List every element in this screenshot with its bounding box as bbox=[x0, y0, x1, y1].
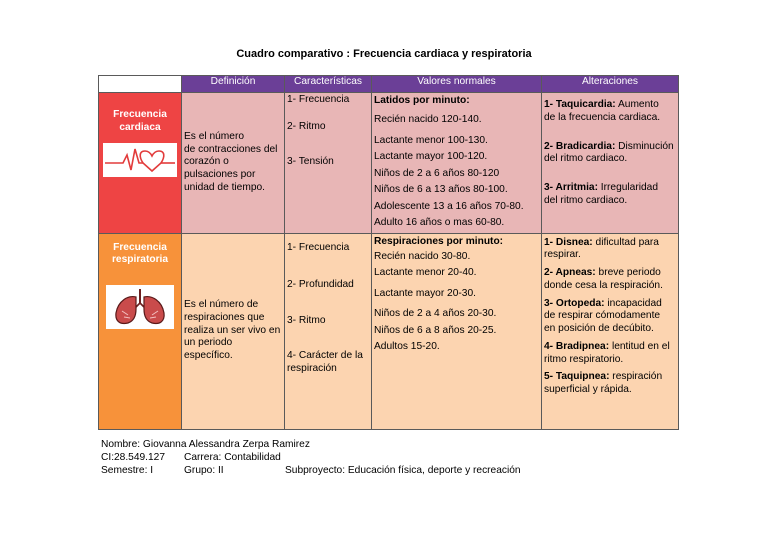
document-title: Cuadro comparativo : Frecuencia cardiaca y respiratoria bbox=[236, 48, 532, 60]
definition-line: de contracciones del bbox=[184, 143, 278, 155]
value-item: Niños de 2 a 4 años 20-30. bbox=[374, 308, 497, 319]
header-definicion: Definición bbox=[182, 76, 285, 93]
value-item: Niños de 6 a 8 años 20-25. bbox=[374, 324, 497, 336]
definition-line: pulsaciones por bbox=[184, 169, 256, 181]
definition-line: un periodo bbox=[184, 337, 233, 349]
value-item: Lactante mayor 20-30. bbox=[374, 287, 476, 299]
alteration-term: 5- Taquipnea: bbox=[544, 371, 610, 383]
student-info bbox=[101, 438, 521, 477]
definition-line: unidad de tiempo. bbox=[184, 181, 265, 193]
student-grupo: Grupo: II bbox=[184, 465, 224, 476]
alteration-desc: de la frecuencia cardiaca. bbox=[544, 111, 661, 123]
header-caracteristicas: Características bbox=[285, 76, 372, 93]
student-info-row bbox=[101, 451, 521, 464]
student-carrera: Carrera: Contabilidad bbox=[184, 452, 281, 463]
alteration-item bbox=[544, 141, 676, 167]
characteristics-cell-cardiaca bbox=[285, 93, 372, 234]
value-item: Lactante menor 100-130. bbox=[374, 134, 488, 146]
row-label-line: respiratoria bbox=[111, 254, 169, 266]
value-item: Niños de 2 a 6 años 80-120 bbox=[374, 167, 500, 179]
alteration-desc: Aumento bbox=[615, 99, 659, 110]
header-alteraciones: Alteraciones bbox=[542, 76, 679, 93]
alteration-term: 1- Disnea: bbox=[544, 236, 593, 248]
alteration-desc: respiración bbox=[609, 371, 663, 383]
alteration-desc: en posición de decúbito. bbox=[544, 323, 654, 334]
row-frecuencia-cardiaca bbox=[99, 93, 679, 234]
alterations-cell-respiratoria bbox=[542, 233, 679, 429]
alteration-item bbox=[544, 182, 676, 208]
alteration-term: 3- Ortopeda: bbox=[544, 297, 605, 309]
alteration-term: 4- Bradipnea: bbox=[544, 340, 610, 352]
values-title: Latidos por minuto: bbox=[374, 95, 470, 106]
student-subproyecto: Subproyecto: Educación física, deporte y recreación bbox=[285, 465, 521, 476]
definition-line: Es el número bbox=[184, 130, 245, 142]
characteristic-item: 2- Profundidad bbox=[287, 279, 354, 291]
value-item: Recién nacido 120-140. bbox=[374, 114, 482, 125]
alteration-term: 3- Arritmia: bbox=[544, 182, 598, 193]
student-name: Nombre: Giovanna Alessandra Zerpa Ramirez bbox=[101, 439, 310, 450]
value-item: Adolescente 13 a 16 años 70-80. bbox=[374, 200, 524, 212]
alteration-desc: incapacidad bbox=[604, 297, 662, 309]
header-corner bbox=[99, 76, 182, 93]
alteration-desc: respirar. bbox=[544, 249, 581, 261]
characteristic-item: 3- Tensión bbox=[287, 155, 334, 167]
alteration-desc: dificultad para bbox=[592, 236, 659, 248]
value-item: Lactante mayor 100-120. bbox=[374, 151, 488, 162]
alteration-item bbox=[544, 267, 676, 293]
alteration-desc: breve periodo bbox=[595, 267, 661, 278]
student-semestre: Semestre: I bbox=[101, 465, 154, 476]
alteration-term: 2- Apneas: bbox=[544, 267, 596, 278]
values-title: Respiraciones por minuto: bbox=[374, 235, 504, 247]
definition-line: corazón o bbox=[184, 156, 229, 168]
definition-line: específico. bbox=[184, 350, 233, 362]
characteristic-item: 1- Frecuencia bbox=[287, 94, 350, 105]
characteristic-item: 2- Ritmo bbox=[287, 120, 326, 132]
value-item: Niños de 6 a 13 años 80-100. bbox=[374, 184, 508, 195]
row-label-frecuencia-cardiaca bbox=[99, 93, 182, 234]
alteration-desc: ritmo respiratorio. bbox=[544, 353, 624, 365]
row-frecuencia-respiratoria bbox=[99, 233, 679, 429]
alteration-desc: lentitud en el bbox=[609, 340, 670, 352]
definition-line: Es el número de bbox=[184, 299, 259, 311]
value-item: Adultos 15-20. bbox=[374, 341, 440, 352]
value-item: Adulto 16 años o mas 60-80. bbox=[374, 217, 505, 228]
row-label-frecuencia-respiratoria bbox=[99, 233, 182, 429]
alteration-item bbox=[544, 237, 676, 263]
alteration-item bbox=[544, 99, 676, 125]
definition-cell-cardiaca bbox=[182, 93, 285, 234]
alteration-desc: Irregularidad bbox=[597, 182, 658, 193]
alteration-desc: del ritmo cardiaco. bbox=[544, 194, 628, 206]
values-cell-cardiaca bbox=[372, 93, 542, 234]
characteristic-item: 1- Frecuencia bbox=[287, 241, 350, 253]
characteristic-item: 3- Ritmo bbox=[287, 315, 326, 326]
definition-cell-respiratoria bbox=[182, 233, 285, 429]
characteristic-item: 4- Carácter de la bbox=[287, 349, 363, 361]
row-label-line: cardiaca bbox=[119, 121, 161, 133]
definition-line: realiza un ser vivo en bbox=[184, 324, 281, 336]
heart-ecg-icon bbox=[103, 143, 177, 177]
values-cell-respiratoria bbox=[372, 233, 542, 429]
alteration-desc: Disminución bbox=[615, 140, 674, 152]
student-ci: CI:28.549.127 bbox=[101, 452, 166, 463]
alteration-item bbox=[544, 341, 676, 367]
lungs-icon bbox=[106, 285, 174, 329]
alteration-item bbox=[544, 371, 676, 397]
alteration-desc: del ritmo cardiaco. bbox=[544, 153, 628, 165]
alterations-cell-cardiaca bbox=[542, 93, 679, 234]
header-valores-normales: Valores normales bbox=[372, 76, 542, 93]
definition-line: respiraciones que bbox=[184, 311, 265, 323]
alteration-item bbox=[544, 298, 676, 336]
alteration-term: 1- Taquicardia: bbox=[544, 99, 616, 110]
characteristic-item: respiración bbox=[287, 362, 337, 374]
alteration-desc: donde cesa la respiración. bbox=[544, 279, 663, 291]
row-label-line: Frecuencia bbox=[113, 109, 167, 120]
characteristics-cell-respiratoria bbox=[285, 233, 372, 429]
value-item: Lactante menor 20-40. bbox=[374, 267, 477, 278]
student-info-row bbox=[101, 464, 521, 477]
header-row bbox=[99, 76, 679, 93]
alteration-desc: de respirar cómodamente bbox=[544, 310, 661, 322]
row-label-line: Frecuencia bbox=[113, 241, 167, 253]
alteration-term: 2- Bradicardia: bbox=[544, 140, 616, 152]
alteration-desc: superficial y rápida. bbox=[544, 384, 632, 395]
comparison-table bbox=[98, 75, 679, 430]
value-item: Recién nacido 30-80. bbox=[374, 250, 471, 262]
